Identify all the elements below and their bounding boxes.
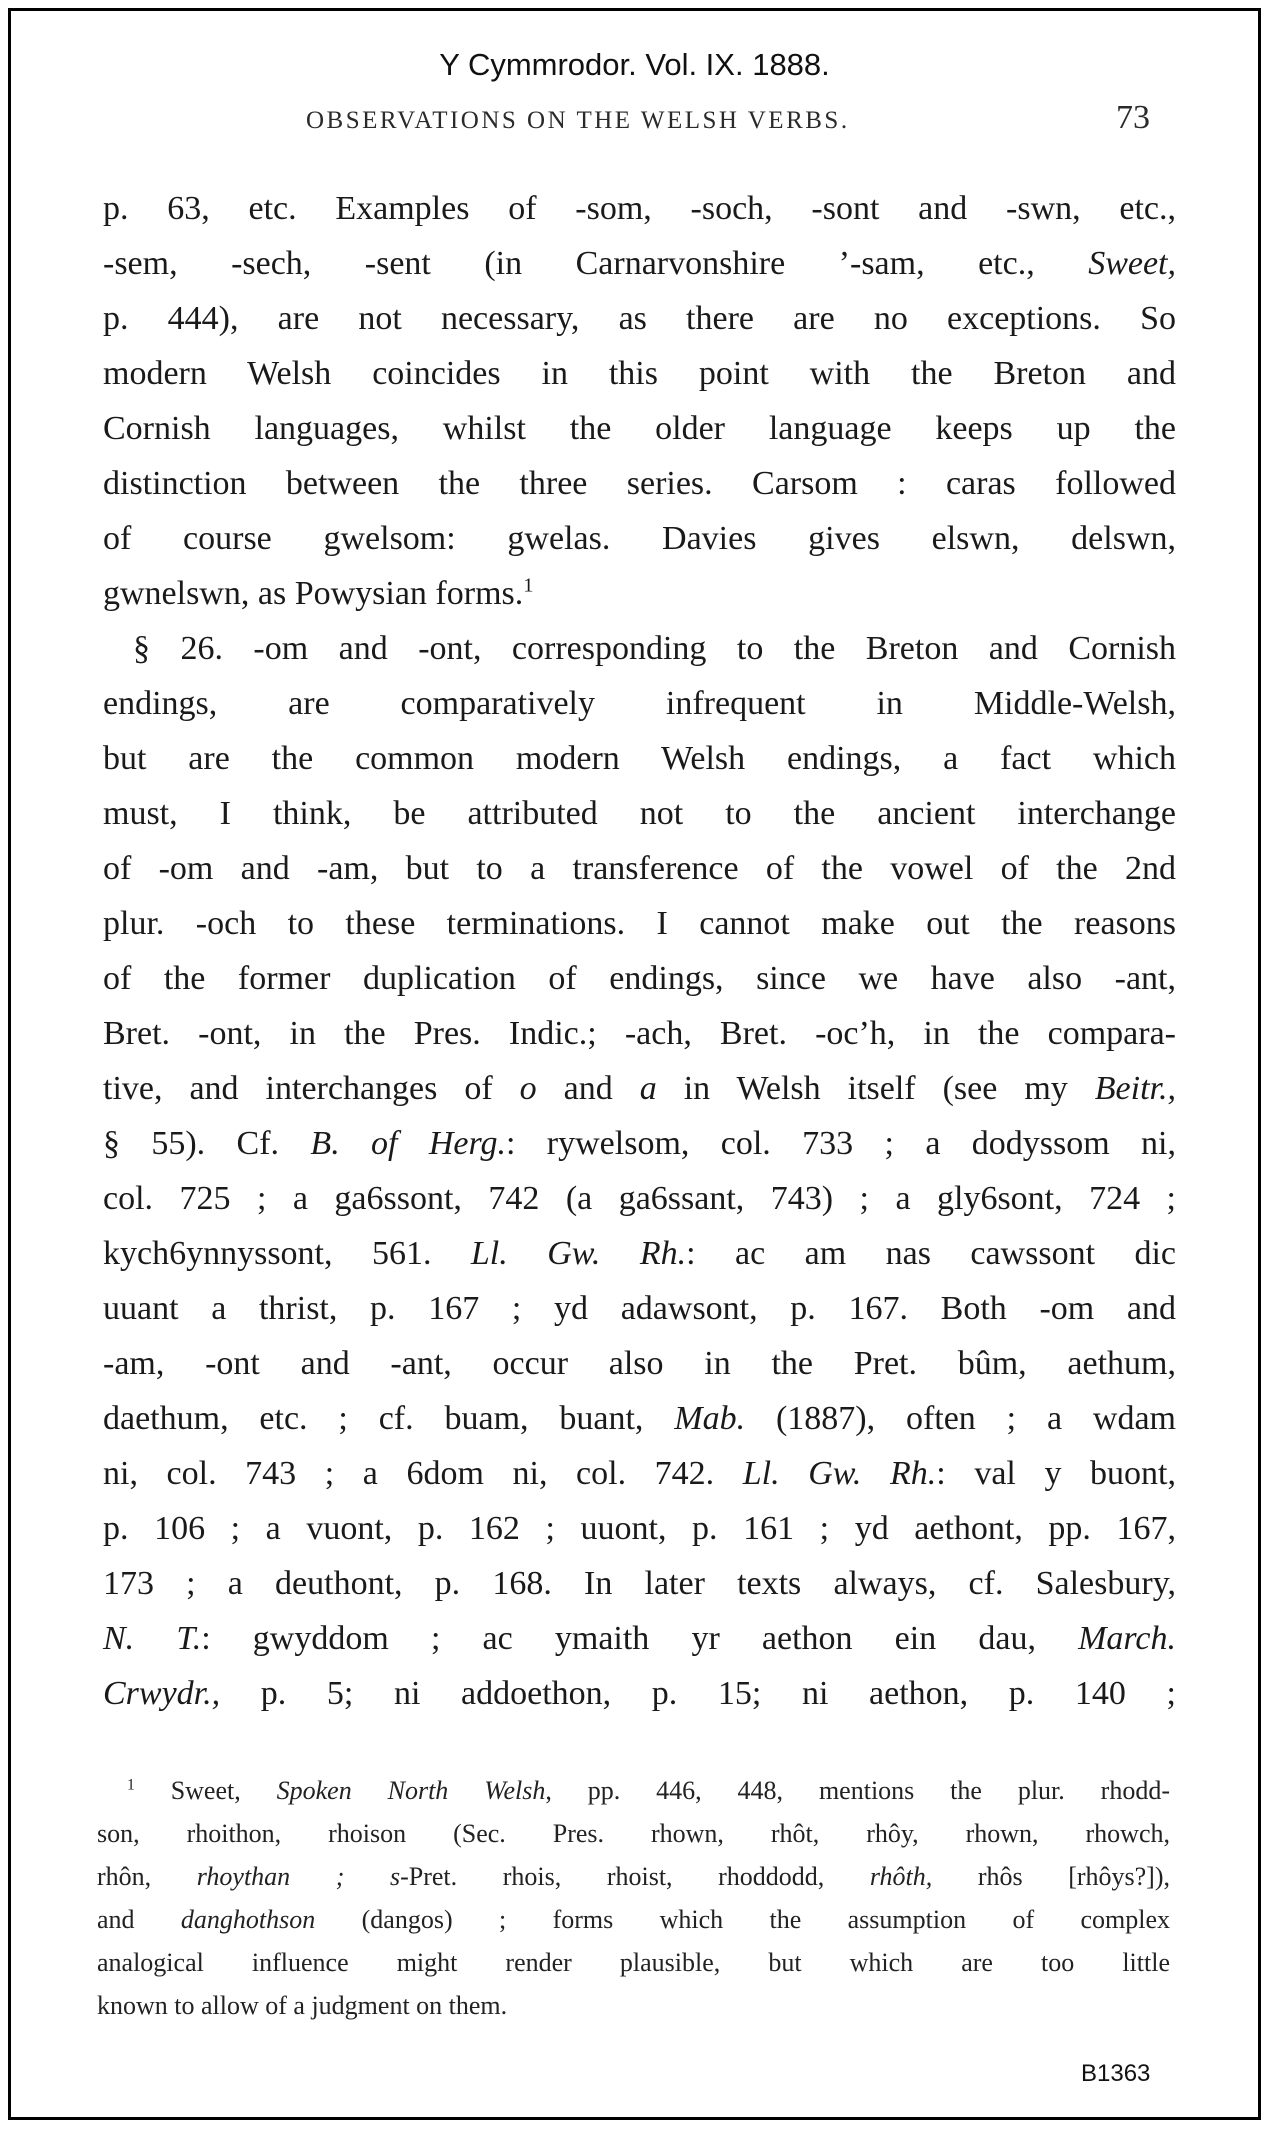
- footnote-ref: 1: [523, 574, 534, 597]
- page-frame: [8, 8, 1261, 2120]
- footnote-line: known to allow of a judgment on them.: [97, 1991, 508, 2020]
- body-line: of course gwelsom: gwelas. Davies gives elswn, delswn,: [103, 520, 1176, 557]
- body-line: Crwydr., p. 5; ni addoethon, p. 15; ni aethon, p. 140 ;: [103, 1675, 1176, 1712]
- body-line: N. T.: gwyddom ; ac ymaith yr aethon ein dau, March.: [103, 1620, 1176, 1657]
- body-line: -sem, -sech, -sent (in Carnarvonshire ’-sam, etc., Sweet,: [103, 245, 1176, 282]
- body-line: p. 63, etc. Examples of -som, -soch, -sont and -swn, etc.,: [103, 190, 1176, 227]
- body-line: gwnelswn, as Powysian forms.$^1$: [103, 574, 534, 612]
- footnote: [97, 1769, 1170, 2027]
- footnote-line: analogical influence might render plausible, but which are too little: [97, 1948, 1170, 1977]
- footnote-line: and danghothson (dangos) ; forms which the assumption of complex: [97, 1905, 1171, 1934]
- body-line: of the former duplication of endings, since we have also -ant,: [103, 960, 1176, 997]
- body-line: ni, col. 743 ; a 6dom ni, col. 742. Ll. Gw. Rh.: val y buont,: [103, 1455, 1176, 1492]
- body-line: kych6ynnyssont, 561. Ll. Gw. Rh.: ac am nas cawssont dic: [103, 1235, 1176, 1272]
- body-line: modern Welsh coincides in this point with the Breton and: [103, 355, 1176, 392]
- running-head: OBSERVATIONS ON THE WELSH VERBS.: [306, 107, 850, 134]
- body-line: of -om and -am, but to a transference of the vowel of the 2nd: [103, 850, 1176, 887]
- footnote-marker: 1: [127, 1776, 135, 1794]
- footnote-line: $^1$ Sweet, Spoken North Welsh, pp. 446, 448, mentions the plur. rhodd-: [127, 1776, 1170, 1805]
- source-header: Y Cymmrodor. Vol. IX. 1888.: [439, 47, 830, 82]
- footnote-line: son, rhoithon, rhoison (Sec. Pres. rhown, rhôt, rhôy, rhown, rhowch,: [97, 1819, 1170, 1848]
- catalog-id: B1363: [1081, 2060, 1151, 2087]
- body-line: daethum, etc. ; cf. buam, buant, Mab. (1887), often ; a wdam: [103, 1400, 1176, 1437]
- body-line: Bret. -ont, in the Pres. Indic.; -ach, Bret. -oc’h, in the compara-: [103, 1015, 1176, 1052]
- footnote-line: rhôn, rhoythan ; s-Pret. rhois, rhoist, rhoddodd, rhôth, rhôs [rhôys?]),: [97, 1862, 1170, 1891]
- body-line: tive, and interchanges of o and a in Welsh itself (see my Beitr.,: [103, 1070, 1176, 1107]
- body-line: p. 106 ; a vuont, p. 162 ; uuont, p. 161 ; yd aethont, pp. 167,: [103, 1510, 1176, 1547]
- body-line: 173 ; a deuthont, p. 168. In later texts always, cf. Salesbury,: [103, 1565, 1176, 1602]
- body-line: § 55). Cf. B. of Herg.: rywelsom, col. 733 ; a dodyssom ni,: [103, 1125, 1176, 1162]
- body-line: plur. -och to these terminations. I cannot make out the reasons: [103, 905, 1176, 942]
- body-line: § 26. -om and -ont, corresponding to the Breton and Cornish: [133, 630, 1176, 667]
- body-line: Cornish languages, whilst the older language keeps up the: [103, 410, 1176, 447]
- body-line: distinction between the three series. Carsom : caras followed: [103, 465, 1176, 502]
- body-text: [103, 181, 1176, 1721]
- body-line: must, I think, be attributed not to the ancient interchange: [103, 795, 1176, 832]
- body-line: uuant a thrist, p. 167 ; yd adawsont, p. 167. Both -om and: [103, 1290, 1176, 1327]
- page-number: 73: [1116, 99, 1150, 136]
- body-line: but are the common modern Welsh endings, a fact which: [103, 740, 1176, 777]
- body-line: endings, are comparatively infrequent in Middle-Welsh,: [103, 685, 1176, 722]
- body-line: -am, -ont and -ant, occur also in the Pret. bûm, aethum,: [103, 1345, 1176, 1382]
- body-line: col. 725 ; a ga6ssont, 742 (a ga6ssant, 743) ; a gly6sont, 724 ;: [103, 1180, 1176, 1217]
- body-line: p. 444), are not necessary, as there are no exceptions. So: [103, 300, 1176, 337]
